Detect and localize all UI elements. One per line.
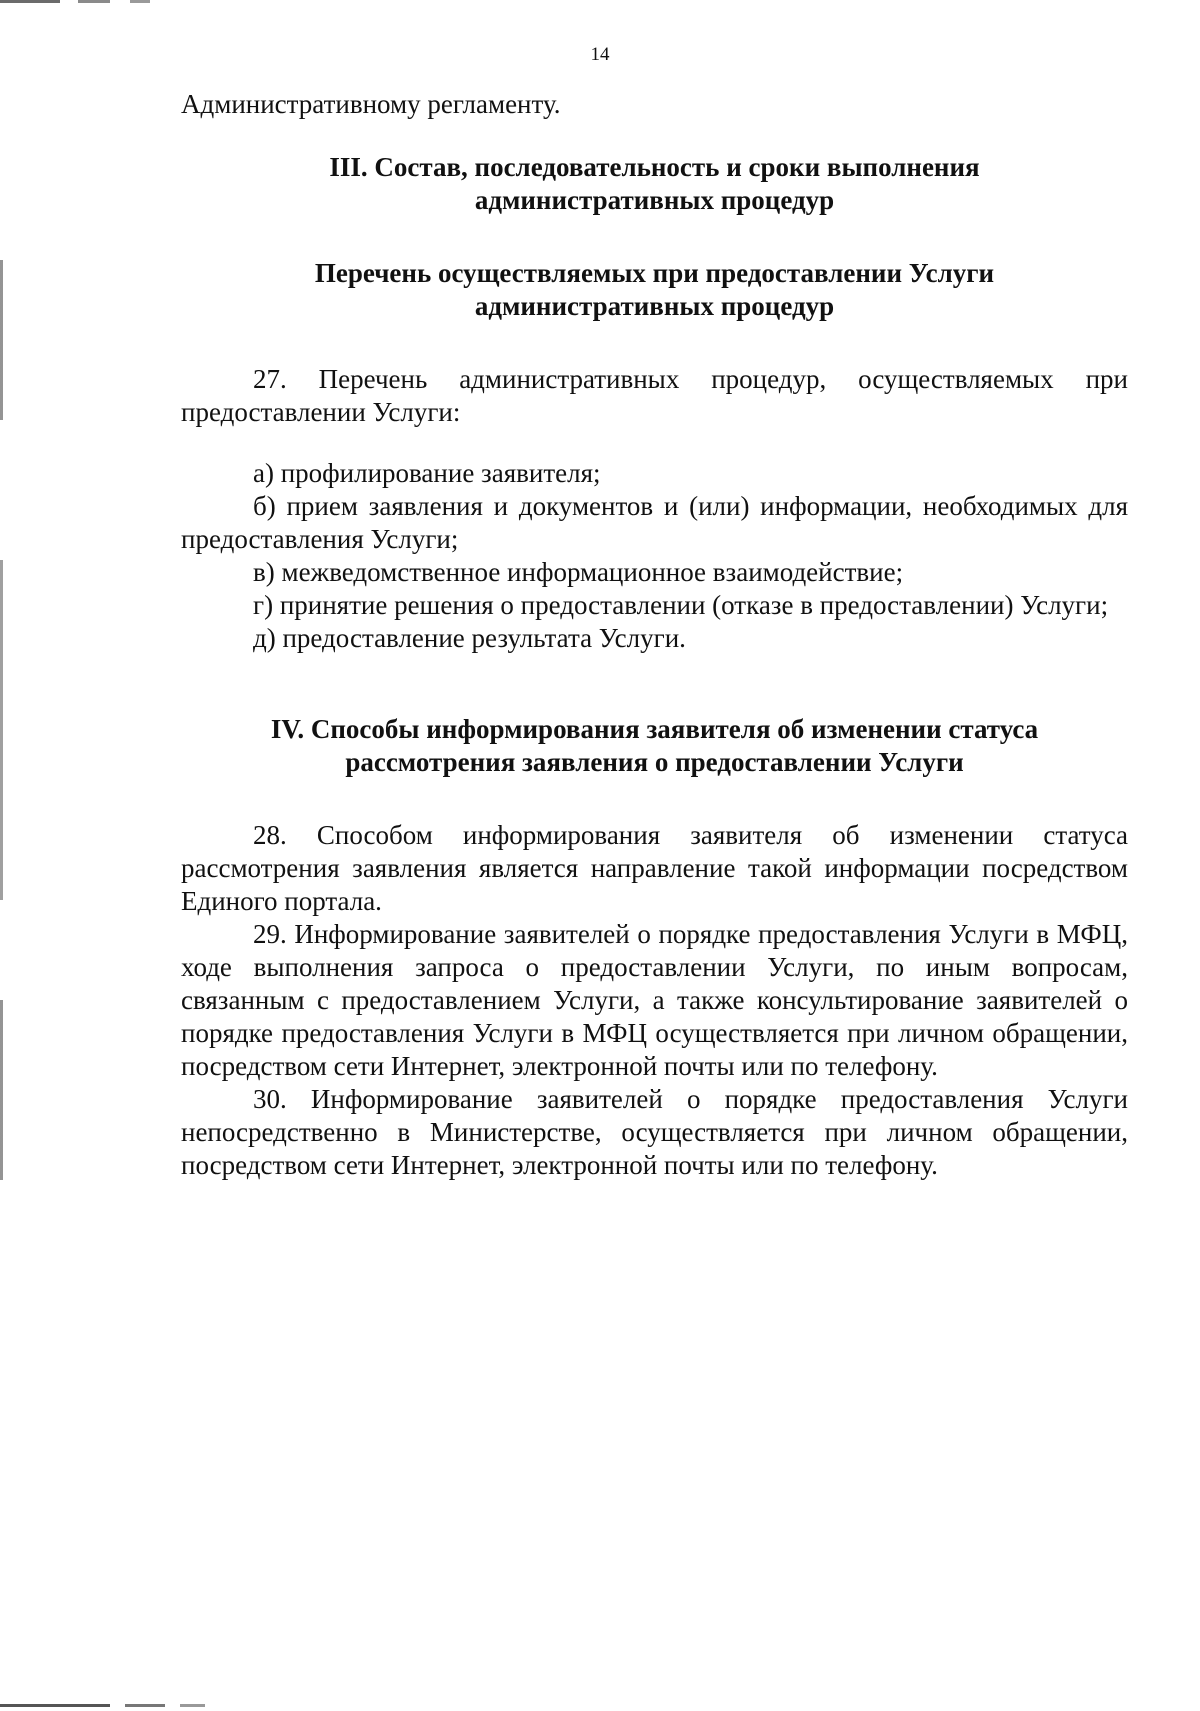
paragraph-29: 29. Информирование заявителей о порядке предоставления Услуги в МФЦ, ходе выполнения запроса о предоставлении Услуги, по иным вопросам, связанным с предоставлением Услуги, а также консультирование заявителей о порядке предоставления Услуги в МФЦ осуществляется при личном обращении, посредством сети Интернет, электронной почты или по телефону. (181, 919, 1128, 1081)
section-3-subheading-line-1: Перечень осуществляемых при предоставлении Услуги (314, 258, 995, 288)
paragraph-30: 30. Информирование заявителей о порядке предоставления Услуги непосредственно в Министерстве, осуществляется при личном обращении, посредством сети Интернет, электронной почты или по телефону. (181, 1084, 1128, 1180)
section-4-heading-line-1: IV. Способы информирования заявителя об изменении статуса (270, 714, 1039, 744)
list-item-v: в) межведомственное информационное взаимодействие; (253, 557, 904, 587)
section-4-heading-line-2: рассмотрения заявления о предоставлении Услуги (345, 747, 964, 777)
section-3-heading-line-2: административных процедур (474, 185, 835, 215)
continuation-line: Административному регламенту. (181, 89, 561, 119)
section-3-heading-line-1: III. Состав, последовательность и сроки выполнения (329, 152, 980, 182)
scan-edge-left (0, 0, 3, 1711)
list-item-d: д) предоставление результата Услуги. (253, 623, 686, 653)
list-item-a: а) профилирование заявителя; (253, 458, 601, 488)
document-body (181, 88, 1128, 1182)
section-3-subheading-line-2: административных процедур (474, 291, 835, 321)
scan-edge-bottom (0, 1704, 210, 1707)
list-item-g: г) принятие решения о предоставлении (отказе в предоставлении) Услуги; (253, 590, 1109, 620)
paragraph-28: 28. Способом информирования заявителя об изменении статуса рассмотрения заявления является направление такой информации посредством Единого портала. (181, 820, 1128, 916)
scan-edge-top (0, 0, 180, 3)
page-number: 14 (590, 44, 610, 65)
paragraph-27: 27. Перечень административных процедур, осуществляемых при предоставлении Услуги: (181, 364, 1128, 427)
list-item-b: б) прием заявления и документов и (или) информации, необходимых для предоставления Услуги; (181, 491, 1128, 554)
